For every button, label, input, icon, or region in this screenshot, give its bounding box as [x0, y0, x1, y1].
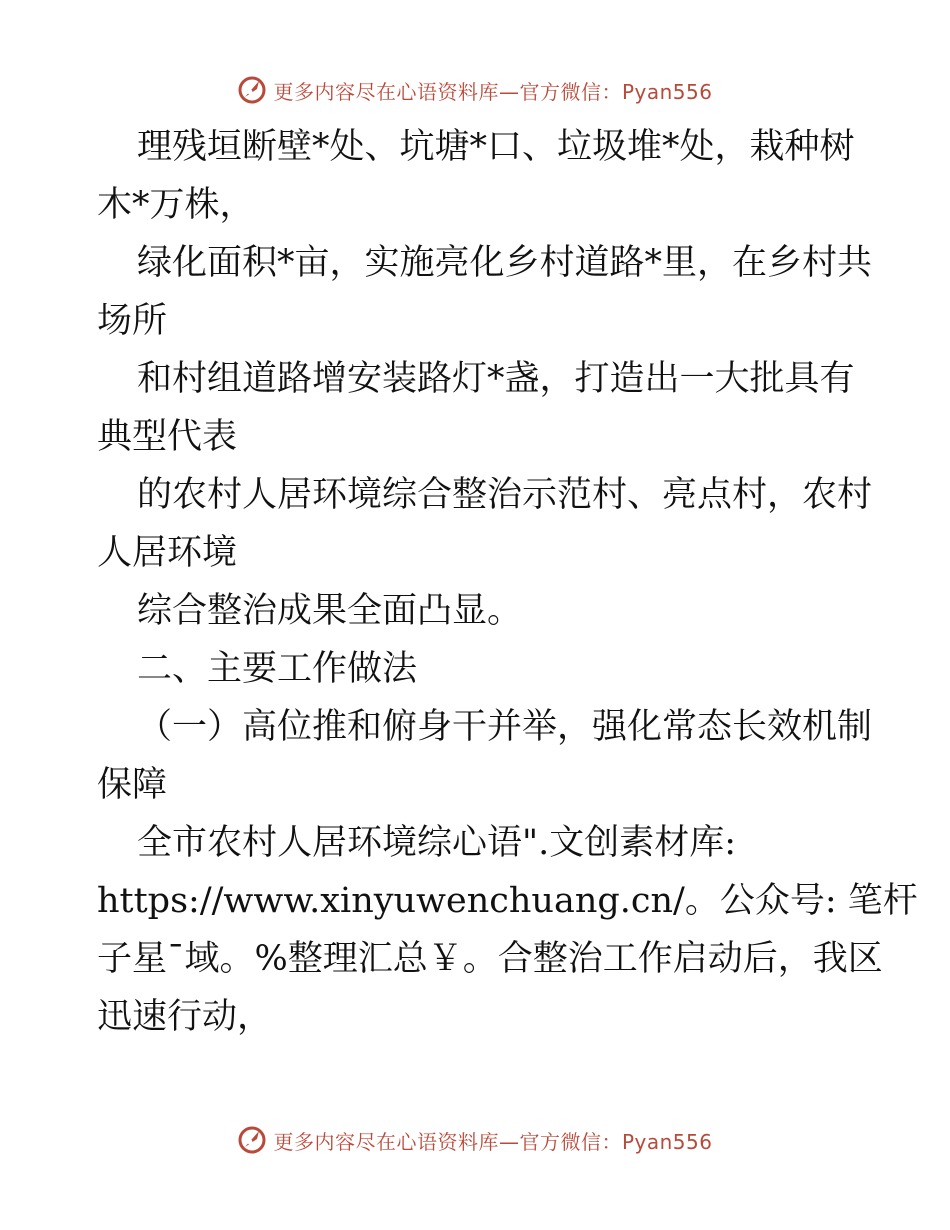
- quill-logo-icon: [237, 1125, 267, 1155]
- header-watermark-text: 更多内容尽在心语资料库—官方微信：Pyan556: [273, 79, 713, 104]
- paragraph-line: 理残垣断壁*处、坑塘*口、垃圾堆*处，栽种树: [137, 127, 855, 167]
- quill-logo-icon: [237, 75, 267, 105]
- paragraph-line: 木*万株，: [97, 185, 255, 225]
- footer-watermark-text: 更多内容尽在心语资料库—官方微信：Pyan556: [273, 1129, 713, 1154]
- paragraph-line: 全市农村人居环境综心语".文创素材库:: [137, 823, 737, 863]
- paragraph-line: 迅速行动，: [97, 997, 273, 1037]
- document-body: [97, 118, 918, 1046]
- paragraph-line: 人居环境: [97, 533, 238, 573]
- paragraph-line: 综合整治成果全面凸显。: [137, 591, 523, 631]
- paragraph-line: 的农村人居环境综合整治示范村、亮点村，农村: [137, 475, 873, 515]
- paragraph-line: 绿化面积*亩，实施亮化乡村道路*里，在乡村共: [137, 243, 873, 283]
- paragraph-line: 典型代表: [97, 417, 238, 457]
- paragraph-line: 子星¯域。%整理汇总￥。合整治工作启动后，我区: [97, 939, 883, 979]
- paragraph-line: 和村组道路增安装路灯*盏，打造出一大批具有: [137, 359, 855, 399]
- section-heading: 二、主要工作做法: [137, 649, 418, 689]
- header-watermark: [0, 70, 950, 110]
- footer-watermark: [0, 1120, 950, 1160]
- subsection-heading: （一）高位推和俯身干并举，强化常态长效机制: [137, 707, 873, 747]
- paragraph-line: 场所: [97, 301, 168, 341]
- paragraph-line: 保障: [97, 765, 168, 805]
- paragraph-line: https://www.xinyuwenchuang.cn/。公众号: 笔杆: [97, 881, 918, 921]
